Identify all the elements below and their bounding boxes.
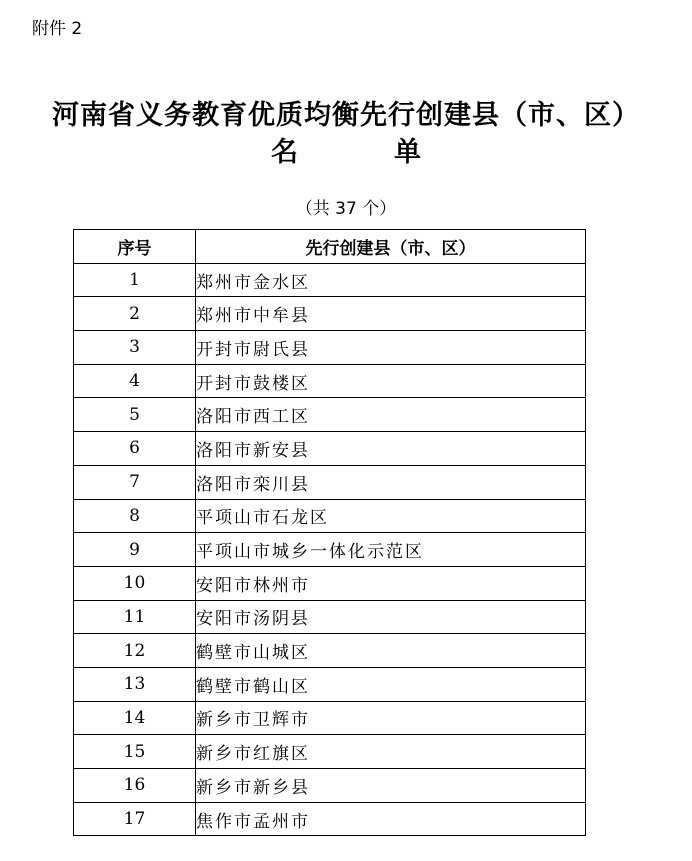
table-row (74, 802, 586, 836)
row-index: 10 (74, 566, 196, 600)
row-index: 4 (74, 364, 196, 398)
table-body (74, 263, 586, 836)
title-char-dan: 单 (394, 137, 421, 168)
header-index: 序号 (74, 230, 196, 264)
row-index: 16 (74, 769, 196, 803)
title-char-ming: 名 (271, 137, 298, 168)
row-county-name: 洛阳市新安县 (196, 432, 586, 466)
row-county-name: 新乡市卫辉市 (196, 701, 586, 735)
row-index: 5 (74, 398, 196, 432)
row-county-name: 郑州市金水区 (196, 263, 586, 297)
row-index: 11 (74, 600, 196, 634)
row-county-name: 安阳市汤阴县 (196, 600, 586, 634)
table-row (74, 297, 586, 331)
table-row (74, 701, 586, 735)
table-row (74, 634, 586, 668)
row-index: 15 (74, 735, 196, 769)
table-row (74, 432, 586, 466)
table-header-row (74, 230, 586, 264)
row-county-name: 开封市鼓楼区 (196, 364, 586, 398)
table-row (74, 533, 586, 567)
row-county-name: 新乡市红旗区 (196, 735, 586, 769)
row-county-name: 鹤壁市山城区 (196, 634, 586, 668)
row-county-name: 鹤壁市鹤山区 (196, 667, 586, 701)
county-list-table (73, 229, 586, 836)
attachment-label: 附件 2 (32, 19, 83, 39)
row-index: 6 (74, 432, 196, 466)
row-county-name: 洛阳市栾川县 (196, 465, 586, 499)
row-index: 8 (74, 499, 196, 533)
total-count: （共 37 个） (295, 199, 397, 219)
row-county-name: 洛阳市西工区 (196, 398, 586, 432)
row-county-name: 郑州市中牟县 (196, 297, 586, 331)
table-row (74, 566, 586, 600)
row-index: 3 (74, 331, 196, 365)
row-index: 9 (74, 533, 196, 567)
row-index: 14 (74, 701, 196, 735)
document-title-line2 (0, 135, 692, 171)
table-row (74, 398, 586, 432)
table-row (74, 600, 586, 634)
document-title: 河南省义务教育优质均衡先行创建县（市、区） (52, 100, 640, 131)
row-county-name: 平项山市城乡一体化示范区 (196, 533, 586, 567)
table-row (74, 364, 586, 398)
row-county-name: 安阳市林州市 (196, 566, 586, 600)
table-row (74, 667, 586, 701)
table-row (74, 465, 586, 499)
table-row (74, 769, 586, 803)
row-county-name: 平项山市石龙区 (196, 499, 586, 533)
row-index: 1 (74, 263, 196, 297)
row-index: 17 (74, 802, 196, 836)
table-row (74, 499, 586, 533)
table-row (74, 331, 586, 365)
row-county-name: 焦作市孟州市 (196, 802, 586, 836)
row-index: 13 (74, 667, 196, 701)
table-row (74, 263, 586, 297)
row-index: 7 (74, 465, 196, 499)
row-county-name: 新乡市新乡县 (196, 769, 586, 803)
row-index: 2 (74, 297, 196, 331)
header-name: 先行创建县（市、区） (196, 230, 586, 264)
table-row (74, 735, 586, 769)
row-index: 12 (74, 634, 196, 668)
row-county-name: 开封市尉氏县 (196, 331, 586, 365)
